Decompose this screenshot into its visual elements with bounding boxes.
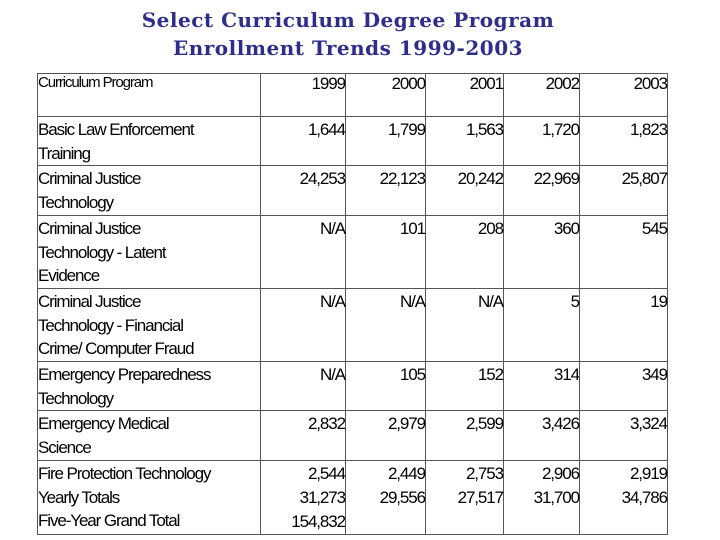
header-year: 2001 xyxy=(426,74,504,117)
fire-protection-value: 2,449 xyxy=(387,463,425,483)
enrollment-value: 105 xyxy=(346,362,426,411)
fire-protection-value: 2,919 xyxy=(629,463,667,483)
fire-protection-label: Fire Protection Technology xyxy=(38,463,211,483)
enrollment-value: N/A xyxy=(261,288,346,361)
enrollment-value: 20,242 xyxy=(426,166,504,215)
enrollment-value: N/A xyxy=(261,362,346,411)
program-name-line: Criminal Justice xyxy=(38,291,141,311)
program-name-line: Criminal Justice xyxy=(38,218,141,238)
header-year: 2003 xyxy=(580,74,668,117)
table-row xyxy=(38,411,668,460)
header-year: 2002 xyxy=(504,74,580,117)
enrollment-value: 2,599 xyxy=(426,411,504,460)
table-row xyxy=(38,166,668,215)
enrollment-value: 1,823 xyxy=(580,117,668,166)
enrollment-value: N/A xyxy=(426,288,504,361)
enrollment-value: 24,253 xyxy=(261,166,346,215)
enrollment-value: 314 xyxy=(504,362,580,411)
enrollment-value: N/A xyxy=(346,288,426,361)
fire-protection-value: 2,753 xyxy=(465,463,503,483)
fire-protection-value: 2,544 xyxy=(307,463,345,483)
table-row xyxy=(38,117,668,166)
program-name xyxy=(38,215,261,288)
title-line-2: Enrollment Trends 1999-2003 xyxy=(172,36,524,60)
enrollment-value: 3,426 xyxy=(504,411,580,460)
enrollment-value: 3,324 xyxy=(580,411,668,460)
header-program: Curriculum Program xyxy=(38,74,261,117)
enrollment-value: 1,799 xyxy=(346,117,426,166)
header-year: 2000 xyxy=(346,74,426,117)
enrollment-cell xyxy=(580,460,668,534)
program-name xyxy=(38,460,261,534)
enrollment-value: 22,969 xyxy=(504,166,580,215)
program-name-line: Evidence xyxy=(38,266,100,286)
enrollment-cell xyxy=(261,460,346,534)
enrollment-value: 101 xyxy=(346,215,426,288)
program-name-line: Criminal Justice xyxy=(38,169,141,189)
enrollment-cell xyxy=(504,460,580,534)
enrollment-value: 545 xyxy=(580,215,668,288)
enrollment-value: 208 xyxy=(426,215,504,288)
program-name xyxy=(38,117,261,166)
enrollment-value: 2,832 xyxy=(261,411,346,460)
enrollment-value: 1,563 xyxy=(426,117,504,166)
enrollment-value: 5 xyxy=(504,288,580,361)
yearly-total-value: 27,517 xyxy=(457,487,503,507)
enrollment-value: 349 xyxy=(580,362,668,411)
yearly-total-value: 34,786 xyxy=(621,487,667,507)
table-row xyxy=(38,215,668,288)
grand-total-value: 154,832 xyxy=(291,511,345,531)
enrollment-value: 2,979 xyxy=(346,411,426,460)
enrollment-cell xyxy=(426,460,504,534)
yearly-total-value: 31,273 xyxy=(299,487,345,507)
program-name-line: Emergency Preparedness xyxy=(38,365,211,385)
program-name xyxy=(38,166,261,215)
enrollment-value: 1,720 xyxy=(504,117,580,166)
yearly-total-value: 31,700 xyxy=(533,487,579,507)
yearly-totals-label: Yearly Totals xyxy=(38,487,120,507)
enrollment-value: 22,123 xyxy=(346,166,426,215)
enrollment-value: 360 xyxy=(504,215,580,288)
program-name-line: Technology - Financial xyxy=(38,315,183,335)
enrollment-value: 19 xyxy=(580,288,668,361)
program-name-line: Basic Law Enforcement xyxy=(38,120,194,139)
program-name xyxy=(38,362,261,411)
program-name xyxy=(38,411,261,460)
program-name-line: Science xyxy=(38,438,91,458)
program-name-line: Emergency Medical xyxy=(38,414,169,434)
enrollment-value: 152 xyxy=(426,362,504,411)
title-line-1: Select Curriculum Degree Program xyxy=(141,8,555,32)
enrollment-table xyxy=(37,73,668,535)
enrollment-value: N/A xyxy=(261,215,346,288)
program-name-line: Crime/ Computer Fraud xyxy=(38,339,194,359)
grand-total-label: Five-Year Grand Total xyxy=(38,511,180,531)
fire-protection-value: 2,906 xyxy=(541,463,579,483)
program-name-line: Technology xyxy=(38,193,114,213)
header-row xyxy=(38,74,668,117)
table-row xyxy=(38,288,668,361)
program-name-line: Training xyxy=(38,143,90,163)
enrollment-cell xyxy=(346,460,426,534)
table-row xyxy=(38,362,668,411)
yearly-total-value: 29,556 xyxy=(379,487,425,507)
page-title xyxy=(0,6,696,62)
enrollment-value: 1,644 xyxy=(261,117,346,166)
program-name xyxy=(38,288,261,361)
program-name-line: Technology - Latent xyxy=(38,242,166,262)
program-name-line: Technology xyxy=(38,388,114,408)
header-year: 1999 xyxy=(261,74,346,117)
totals-row xyxy=(38,460,668,534)
enrollment-value: 25,807 xyxy=(580,166,668,215)
